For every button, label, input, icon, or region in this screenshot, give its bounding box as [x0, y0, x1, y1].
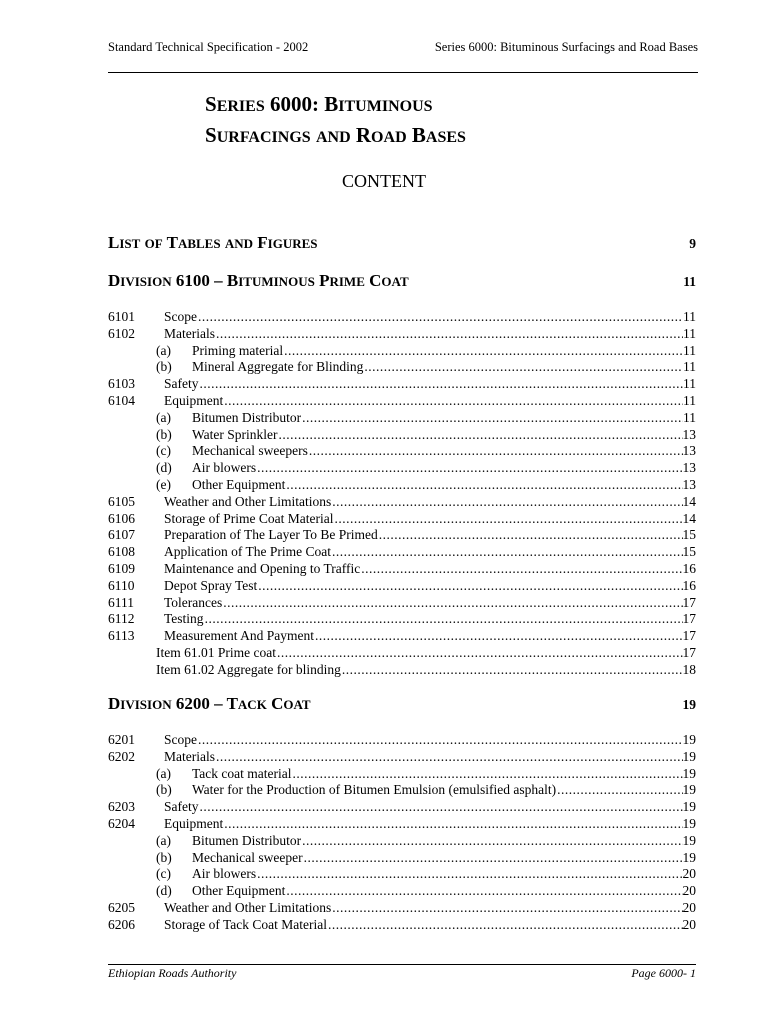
toc-entry-number: 6103: [108, 376, 135, 392]
toc-entry-title: Item 61.01 Prime coat: [156, 644, 276, 660]
dot-leader: [223, 393, 683, 410]
toc-entry[interactable]: [108, 662, 696, 679]
toc-entry-page: 11: [683, 309, 696, 324]
toc-entry-sub-label: (a): [156, 342, 171, 358]
toc-entry-sub-label: (d): [156, 883, 172, 899]
toc-entry-number: 6104: [108, 392, 135, 408]
toc-entry-sub-label: (d): [156, 460, 172, 476]
toc-entry-title: Item 61.02 Aggregate for blinding: [156, 661, 341, 677]
toc-entry[interactable]: [108, 833, 696, 850]
toc-entry-page: 13: [682, 476, 696, 492]
toc-entry-page: 14: [682, 493, 696, 509]
toc-entry[interactable]: [108, 359, 696, 376]
toc-entry-page: 19: [682, 799, 696, 815]
toc-entry-page: 13: [682, 460, 696, 476]
toc-entry-number: 6203: [108, 799, 135, 815]
dot-leader: [215, 326, 683, 343]
toc-entry-title: Water Sprinkler: [192, 426, 278, 442]
division-6100-page: 11: [683, 274, 696, 289]
toc-list-of-tables[interactable]: [108, 233, 696, 253]
toc-entry-title: Other Equipment: [192, 883, 286, 899]
toc-entry-title: Weather and Other Limitations: [164, 493, 332, 509]
dot-leader: [256, 866, 682, 883]
toc-entry-number: 6105: [108, 493, 135, 509]
toc-entry[interactable]: [108, 561, 696, 578]
toc-entry-number: 6201: [108, 732, 135, 747]
toc-entry-number: 6206: [108, 916, 135, 932]
dot-leader: [341, 662, 683, 679]
toc-entry-title: Measurement And Payment: [164, 628, 314, 644]
dot-leader: [223, 816, 682, 833]
dot-leader: [278, 427, 683, 444]
toc-entry-number: 6111: [108, 594, 134, 610]
toc-entry-title: Bitumen Distributor: [192, 409, 302, 425]
toc-entry-title: Bitumen Distributor: [192, 832, 302, 848]
toc-entry-sub-label: (b): [156, 359, 172, 375]
division-6200-page: 19: [682, 697, 696, 712]
toc-entry-title: Equipment: [164, 815, 224, 831]
toc-entry[interactable]: [108, 799, 696, 816]
dot-leader: [256, 460, 682, 477]
toc-entry-number: 6112: [108, 611, 135, 627]
dot-leader: [363, 359, 683, 376]
dot-leader: [314, 628, 683, 645]
toc-entry[interactable]: [108, 766, 696, 783]
toc-entry-page: 14: [682, 510, 696, 526]
toc-entry[interactable]: [108, 850, 696, 867]
toc-entry-title: Other Equipment: [192, 476, 286, 492]
dot-leader: [292, 766, 683, 783]
toc-entry-page: 11: [683, 409, 696, 425]
toc-entry-title: Tolerances: [164, 594, 223, 610]
toc-entry-number: 6108: [108, 544, 135, 560]
list-of-tables-page: 9: [689, 236, 696, 251]
document-title: [205, 90, 625, 152]
toc-entry-page: 16: [682, 560, 696, 576]
toc-entry-page: 15: [682, 527, 696, 543]
toc-entry-sub-label: (e): [156, 476, 171, 492]
toc-entry-sub-label: (b): [156, 782, 172, 798]
dot-leader: [285, 477, 682, 494]
toc-entry[interactable]: [108, 883, 696, 900]
toc-entry-page: 19: [682, 782, 696, 798]
toc-entry-number: 6109: [108, 560, 135, 576]
toc-entry-title: Safety: [164, 376, 199, 392]
toc-entry-sub-label: (a): [156, 409, 171, 425]
toc-entry-page: 13: [682, 426, 696, 442]
toc-entry-page: 19: [682, 849, 696, 865]
toc-entry-title: Mechanical sweeper: [192, 849, 303, 865]
division-6100-label: DIVISION 6100 – BITUMINOUS PRIME COAT: [108, 271, 409, 290]
toc-entry-title: Scope: [164, 732, 197, 747]
toc-entry-title: Storage of Prime Coat Material: [164, 510, 334, 526]
toc-entry[interactable]: [108, 749, 696, 766]
dot-leader: [197, 732, 683, 749]
dot-leader: [215, 749, 683, 766]
toc-entry-sub-label: (c): [156, 443, 171, 459]
dot-leader: [197, 309, 683, 326]
toc-entry-number: 6204: [108, 815, 135, 831]
toc-division-6100-entries: [108, 309, 696, 679]
toc-entry-page: 16: [682, 577, 696, 593]
toc-entry-sub-label: (a): [156, 765, 171, 781]
toc-entry-page: 11: [683, 359, 696, 375]
toc-entry[interactable]: [108, 527, 696, 544]
toc-entry-number: 6110: [108, 577, 135, 593]
toc-entry[interactable]: [108, 595, 696, 612]
dot-leader: [283, 343, 683, 360]
toc-entry[interactable]: [108, 494, 696, 511]
toc-entry[interactable]: [108, 917, 696, 934]
division-6200-label: DIVISION 6200 – TACK COAT: [108, 694, 311, 713]
toc-entry-page: 19: [682, 732, 696, 747]
page-header: [108, 40, 698, 55]
footer-divider: [108, 964, 696, 965]
title-line-1: SERIES 6000: BITUMINOUS: [205, 92, 433, 116]
toc-entry-number: 6205: [108, 899, 135, 915]
toc-entry-title: Air blowers: [192, 866, 257, 882]
toc-entry-page: 11: [683, 325, 696, 341]
toc-entry-title: Application of The Prime Coat: [164, 544, 331, 560]
dot-leader: [285, 883, 682, 900]
toc-entry-sub-label: (c): [156, 866, 171, 882]
toc-entry-sub-label: (a): [156, 832, 171, 848]
dot-leader: [331, 544, 683, 561]
toc-entry-title: Preparation of The Layer To Be Primed: [164, 527, 378, 543]
dot-leader: [276, 645, 683, 662]
toc-entry[interactable]: [108, 544, 696, 561]
toc-entry-page: 19: [682, 815, 696, 831]
footer-page-number: Page 6000- 1: [631, 966, 696, 980]
toc-entry[interactable]: [108, 578, 696, 595]
toc-entry-page: 17: [682, 644, 696, 660]
toc-entry[interactable]: [108, 427, 696, 444]
toc-entry-page: 20: [682, 916, 696, 932]
toc-entry-title: Mechanical sweepers: [192, 443, 308, 459]
toc-division-6100[interactable]: [108, 271, 696, 291]
dot-leader: [199, 376, 684, 393]
toc-entry-number: 6113: [108, 628, 135, 644]
dot-leader: [301, 410, 683, 427]
toc-entry[interactable]: [108, 443, 696, 460]
page-footer: [108, 966, 696, 981]
toc-entry-title: Materials: [164, 748, 215, 764]
toc-entry-page: 17: [682, 628, 696, 644]
toc-entry[interactable]: [108, 393, 696, 410]
dot-leader: [556, 782, 682, 799]
dot-leader: [257, 578, 682, 595]
toc-entry-number: 6101: [108, 309, 135, 324]
toc-entry-title: Storage of Tack Coat Material: [164, 916, 328, 932]
toc-entry-page: 11: [683, 392, 696, 408]
header-divider: [108, 72, 698, 73]
toc-entry-sub-label: (b): [156, 426, 172, 442]
toc-entry-sub-label: (b): [156, 849, 172, 865]
dot-leader: [308, 443, 683, 460]
toc-entry-title: Testing: [164, 611, 204, 627]
toc-entry-page: 20: [682, 883, 696, 899]
toc-entry-number: 6102: [108, 325, 135, 341]
toc-entry[interactable]: [108, 900, 696, 917]
toc-entry-page: 18: [682, 661, 696, 677]
toc-entry-title: Weather and Other Limitations: [164, 899, 332, 915]
toc-entry-page: 17: [682, 594, 696, 610]
dot-leader: [331, 494, 682, 511]
dot-leader: [199, 799, 683, 816]
toc-entry[interactable]: [108, 816, 696, 833]
toc-entry-title: Safety: [164, 799, 199, 815]
toc-entry[interactable]: [108, 410, 696, 427]
dot-leader: [327, 917, 682, 934]
dot-leader: [222, 595, 682, 612]
toc-entry-title: Maintenance and Opening to Traffic: [164, 560, 361, 576]
dot-leader: [333, 511, 682, 528]
toc-entry-page: 15: [682, 544, 696, 560]
toc-entry[interactable]: [108, 866, 696, 883]
toc-entry-title: Materials: [164, 325, 215, 341]
toc-entry[interactable]: [108, 309, 696, 326]
toc-entry-page: 13: [682, 443, 696, 459]
dot-leader: [204, 611, 683, 628]
dot-leader: [303, 850, 683, 867]
toc-entry[interactable]: [108, 460, 696, 477]
toc-entry-title: Equipment: [164, 392, 224, 408]
toc-entry[interactable]: [108, 326, 696, 343]
toc-entry-page: 19: [682, 765, 696, 781]
toc-entry-page: 11: [683, 342, 696, 358]
title-line-2: SURFACINGS AND ROAD BASES: [205, 123, 466, 147]
toc-entry-title: Tack coat material: [192, 765, 292, 781]
toc-entry-title: Scope: [164, 309, 197, 324]
toc-entry-page: 20: [682, 899, 696, 915]
toc-entry-title: Priming material: [192, 342, 284, 358]
toc-entry-number: 6202: [108, 748, 135, 764]
toc-entry-number: 6107: [108, 527, 135, 543]
toc-entry-page: 17: [682, 611, 696, 627]
dot-leader: [360, 561, 682, 578]
toc-division-6200[interactable]: [108, 694, 696, 714]
toc-entry[interactable]: [108, 611, 696, 628]
dot-leader: [331, 900, 682, 917]
toc-entry-title: Depot Spray Test: [164, 577, 258, 593]
toc-entry-page: 20: [682, 866, 696, 882]
toc-entry-number: 6106: [108, 510, 135, 526]
toc-entry[interactable]: [108, 645, 696, 662]
toc-entry[interactable]: [108, 376, 696, 393]
toc-entry[interactable]: [108, 628, 696, 645]
toc-division-6200-entries: [108, 732, 696, 934]
toc-entry-page: 11: [683, 376, 696, 392]
dot-leader: [301, 833, 682, 850]
footer-left-text: Ethiopian Roads Authority: [108, 966, 237, 980]
content-heading: CONTENT: [342, 171, 426, 191]
toc-entry[interactable]: [108, 732, 696, 749]
toc-entry[interactable]: [108, 477, 696, 494]
dot-leader: [378, 527, 683, 544]
toc-entry-title: Air blowers: [192, 460, 257, 476]
toc-entry[interactable]: [108, 343, 696, 360]
toc-entry-page: 19: [682, 832, 696, 848]
list-of-tables-label: LIST OF TABLES AND FIGURES: [108, 233, 318, 252]
toc-entry[interactable]: [108, 782, 696, 799]
toc-entry-page: 19: [682, 748, 696, 764]
toc-entry[interactable]: [108, 511, 696, 528]
toc-entry-title: Mineral Aggregate for Blinding: [192, 359, 364, 375]
toc-entry-title: Water for the Production of Bitumen Emulsion (emulsified asphalt): [192, 782, 557, 798]
header-right-text: Series 6000: Bituminous Surfacings and Road Bases: [434, 40, 698, 54]
header-left-text: Standard Technical Specification - 2002: [108, 40, 309, 54]
